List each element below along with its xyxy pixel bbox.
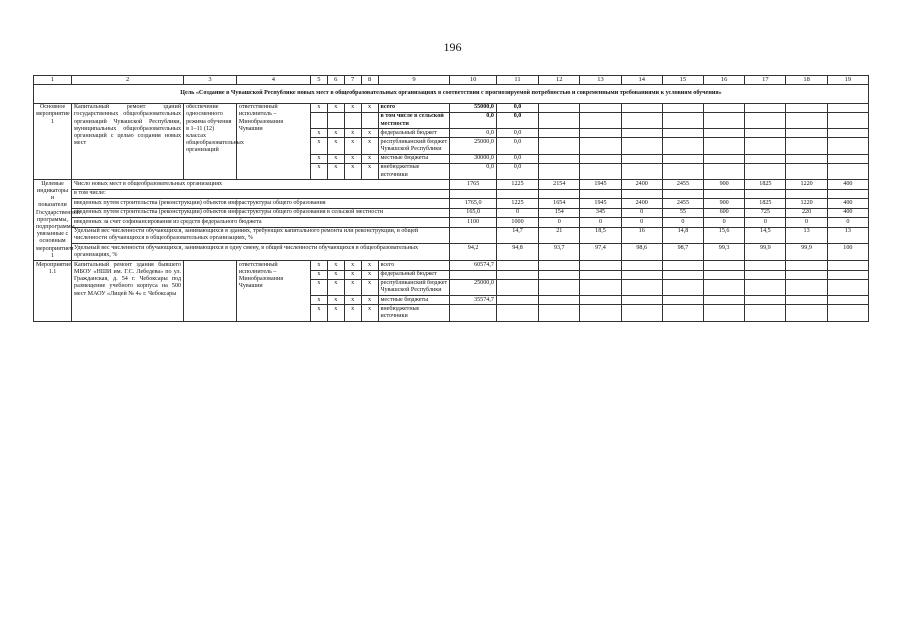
empty-cell bbox=[621, 129, 662, 138]
indicator-value: 0 bbox=[704, 218, 745, 227]
empty-cell bbox=[580, 270, 621, 279]
indicator-value: 97,4 bbox=[580, 244, 621, 261]
budget-code: x bbox=[327, 163, 344, 179]
empty-cell bbox=[745, 270, 786, 279]
value-cell: 60574,7 bbox=[450, 261, 497, 270]
indicator-value: 14,5 bbox=[745, 227, 786, 244]
measure1-name: Капитальный ремонт зданий государственных общеобразовательных организаций Чувашской Республики, муниципальных общеобразовательных организаций с целью создания новых мест bbox=[72, 103, 184, 180]
budget-code: x bbox=[327, 103, 344, 112]
empty-cell bbox=[704, 261, 745, 270]
indicator-value bbox=[786, 189, 827, 198]
empty-cell bbox=[539, 279, 580, 295]
indicator-value: 94,8 bbox=[496, 244, 538, 261]
empty-cell bbox=[539, 163, 580, 179]
funding-source: внебюджетные источники bbox=[378, 163, 450, 179]
column-number: 1 bbox=[34, 76, 72, 85]
indicator-text: введенных путем строительства (реконструкции) объектов инфраструктуры общего образования в сельской местности bbox=[72, 208, 450, 217]
budget-code: x bbox=[344, 270, 361, 279]
budget-code: x bbox=[310, 279, 327, 295]
empty-cell bbox=[539, 154, 580, 163]
indicator-value: 154 bbox=[539, 208, 580, 217]
measure1-row bbox=[34, 103, 869, 112]
budget-code: x bbox=[327, 261, 344, 270]
indicator-value: 1825 bbox=[745, 199, 786, 208]
goal-text: Цель «Создание в Чувашской Республике новых мест в общеобразовательных организациях в соответствии с прогнозируемой потребностью и современными требованиями к условиям обучения» bbox=[34, 84, 869, 103]
empty-cell bbox=[827, 296, 868, 305]
indicator-value: 2455 bbox=[662, 180, 703, 189]
budget-code: x bbox=[310, 154, 327, 163]
empty-cell bbox=[539, 103, 580, 112]
column-number: 17 bbox=[745, 76, 786, 85]
indicator-value: 0 bbox=[496, 208, 538, 217]
budget-code: x bbox=[361, 261, 378, 270]
indicator-value: 1765,0 bbox=[450, 199, 497, 208]
measure11-executor: ответственный исполнитель – Минобразования Чувашии bbox=[236, 261, 310, 321]
measure11-label: Мероприятие 1.1 bbox=[34, 261, 72, 321]
indicator-value: 55 bbox=[662, 208, 703, 217]
budget-code: x bbox=[327, 270, 344, 279]
indicator-value: 1825 bbox=[745, 180, 786, 189]
measure11-name: Капитальный ремонт здания бывшего МБОУ «НШИ им. Г.С. Лебедева» по ул. Гражданская, д. 54 г. Чебоксары под размещение учебного корпуса на 500 мест МАОУ «Лицей № 4» г. Чебоксары bbox=[72, 261, 184, 321]
indicator-value: 15,6 bbox=[704, 227, 745, 244]
empty-cell bbox=[621, 305, 662, 321]
indicator-value: 94,2 bbox=[450, 244, 497, 261]
indicator-value: 14,7 bbox=[496, 227, 538, 244]
empty-cell bbox=[662, 261, 703, 270]
budget-code: x bbox=[310, 103, 327, 112]
budget-code: x bbox=[344, 296, 361, 305]
empty-cell bbox=[539, 296, 580, 305]
indicator-value: 600 bbox=[704, 208, 745, 217]
funding-source: федеральный бюджет bbox=[378, 129, 450, 138]
indicator-value: 400 bbox=[827, 180, 868, 189]
indicator-value: 900 bbox=[704, 180, 745, 189]
column-number: 11 bbox=[496, 76, 538, 85]
column-number: 16 bbox=[704, 76, 745, 85]
empty-cell bbox=[827, 112, 868, 128]
indicator-value: 1220 bbox=[786, 180, 827, 189]
empty-cell bbox=[662, 129, 703, 138]
empty-cell bbox=[745, 296, 786, 305]
goal-row bbox=[34, 84, 869, 103]
budget-code bbox=[361, 112, 378, 128]
indicator-row bbox=[34, 244, 869, 261]
indicator-text: в том числе: bbox=[72, 189, 450, 198]
empty-cell bbox=[827, 279, 868, 295]
funding-source: республиканский бюджет Чувашской Республики bbox=[378, 138, 450, 154]
indicator-value: 1220 bbox=[786, 199, 827, 208]
indicator-value bbox=[450, 227, 497, 244]
indicator-value: 1765 bbox=[450, 180, 497, 189]
indicator-value: 220 bbox=[786, 208, 827, 217]
empty-cell bbox=[539, 138, 580, 154]
indicator-value bbox=[539, 189, 580, 198]
indicator-value: 99,9 bbox=[786, 244, 827, 261]
budget-code: x bbox=[327, 154, 344, 163]
indicator-value: 21 bbox=[539, 227, 580, 244]
indicator-value: 400 bbox=[827, 199, 868, 208]
indicator-value: 14,8 bbox=[662, 227, 703, 244]
empty-cell bbox=[662, 296, 703, 305]
empty-cell bbox=[745, 138, 786, 154]
budget-code: x bbox=[344, 279, 361, 295]
indicator-text: Число новых мест в общеобразовательных организациях bbox=[72, 180, 450, 189]
column-number: 19 bbox=[827, 76, 868, 85]
empty-cell bbox=[704, 129, 745, 138]
indicator-value: 2455 bbox=[662, 199, 703, 208]
value-cell: 0,0 bbox=[496, 163, 538, 179]
budget-code: x bbox=[344, 154, 361, 163]
funding-source: всего bbox=[378, 103, 450, 112]
indicator-value: 2400 bbox=[621, 199, 662, 208]
budget-code: x bbox=[344, 103, 361, 112]
budget-code: x bbox=[344, 261, 361, 270]
empty-cell bbox=[580, 296, 621, 305]
empty-cell bbox=[786, 279, 827, 295]
budget-code: x bbox=[327, 279, 344, 295]
column-number: 8 bbox=[361, 76, 378, 85]
budget-code: x bbox=[361, 305, 378, 321]
budget-code: x bbox=[344, 138, 361, 154]
empty-cell bbox=[745, 163, 786, 179]
column-number: 5 bbox=[310, 76, 327, 85]
value-cell: 0,0 bbox=[496, 112, 538, 128]
budget-code: x bbox=[361, 138, 378, 154]
empty-cell bbox=[786, 103, 827, 112]
budget-code: x bbox=[327, 296, 344, 305]
indicator-value: 1225 bbox=[496, 199, 538, 208]
empty-cell bbox=[184, 261, 237, 321]
value-cell: 0,0 bbox=[450, 112, 497, 128]
indicator-value: 18,5 bbox=[580, 227, 621, 244]
empty-cell bbox=[662, 270, 703, 279]
budget-code bbox=[344, 112, 361, 128]
budget-code: x bbox=[310, 261, 327, 270]
indicator-value: 345 bbox=[580, 208, 621, 217]
indicator-value: 0 bbox=[827, 218, 868, 227]
indicator-value: 16 bbox=[621, 227, 662, 244]
value-cell: 25000,0 bbox=[450, 138, 497, 154]
budget-code: x bbox=[310, 129, 327, 138]
empty-cell bbox=[827, 163, 868, 179]
empty-cell bbox=[704, 270, 745, 279]
budget-code: x bbox=[327, 138, 344, 154]
indicator-value: 0 bbox=[662, 218, 703, 227]
empty-cell bbox=[745, 154, 786, 163]
empty-cell bbox=[621, 103, 662, 112]
empty-cell bbox=[745, 261, 786, 270]
empty-cell bbox=[496, 261, 538, 270]
empty-cell bbox=[704, 154, 745, 163]
empty-cell bbox=[539, 112, 580, 128]
column-number: 10 bbox=[450, 76, 497, 85]
measure1-executor: ответственный исполнитель – Минобразования Чувашии bbox=[236, 103, 310, 180]
budget-code: x bbox=[361, 296, 378, 305]
budget-code bbox=[327, 112, 344, 128]
empty-cell bbox=[621, 163, 662, 179]
indicator-value: 0 bbox=[539, 218, 580, 227]
indicator-text: введенных за счет софинансирования из средств федерального бюджета bbox=[72, 218, 450, 227]
empty-cell bbox=[827, 138, 868, 154]
budget-code: x bbox=[361, 270, 378, 279]
indicator-value bbox=[580, 189, 621, 198]
empty-cell bbox=[786, 129, 827, 138]
empty-cell bbox=[827, 103, 868, 112]
empty-cell bbox=[786, 112, 827, 128]
empty-cell bbox=[662, 305, 703, 321]
empty-cell bbox=[704, 138, 745, 154]
indicator-value bbox=[496, 189, 538, 198]
empty-cell bbox=[539, 261, 580, 270]
indicator-value: 1000 bbox=[496, 218, 538, 227]
indicator-value: 0 bbox=[745, 218, 786, 227]
indicator-value: 0 bbox=[580, 218, 621, 227]
empty-cell bbox=[786, 270, 827, 279]
budget-table bbox=[33, 75, 869, 322]
measure1-label: Основное мероприятие 1 bbox=[34, 103, 72, 180]
indicator-value: 99,3 bbox=[704, 244, 745, 261]
column-number: 15 bbox=[662, 76, 703, 85]
value-cell: 0,0 bbox=[496, 129, 538, 138]
indicator-value: 99,9 bbox=[745, 244, 786, 261]
indicator-value: 725 bbox=[745, 208, 786, 217]
indicator-value: 93,7 bbox=[539, 244, 580, 261]
empty-cell bbox=[704, 112, 745, 128]
indicator-row bbox=[34, 227, 869, 244]
indicator-value: 13 bbox=[827, 227, 868, 244]
funding-source: всего bbox=[378, 261, 450, 270]
empty-cell bbox=[662, 163, 703, 179]
indicator-value bbox=[827, 189, 868, 198]
budget-code: x bbox=[310, 296, 327, 305]
indicator-row bbox=[34, 199, 869, 208]
empty-cell bbox=[539, 270, 580, 279]
empty-cell bbox=[704, 296, 745, 305]
empty-cell bbox=[704, 163, 745, 179]
column-number: 7 bbox=[344, 76, 361, 85]
indicator-row bbox=[34, 189, 869, 198]
empty-cell bbox=[580, 112, 621, 128]
column-number: 9 bbox=[378, 76, 450, 85]
indicator-row bbox=[34, 208, 869, 217]
column-number: 6 bbox=[327, 76, 344, 85]
column-number: 3 bbox=[184, 76, 237, 85]
empty-cell bbox=[621, 270, 662, 279]
column-number-row bbox=[34, 76, 869, 85]
empty-cell bbox=[496, 296, 538, 305]
value-cell: 0,0 bbox=[450, 129, 497, 138]
indicator-value bbox=[704, 189, 745, 198]
indicator-row bbox=[34, 180, 869, 189]
empty-cell bbox=[580, 305, 621, 321]
indicator-value: 13 bbox=[786, 227, 827, 244]
indicator-text: Удельный вес численности обучающихся, занимающихся в зданиях, требующих капитального ремонта или реконструкции, в общей численности обучающихся в общеобразовательных организациях, % bbox=[72, 227, 450, 244]
indicator-row bbox=[34, 218, 869, 227]
empty-cell bbox=[580, 138, 621, 154]
budget-code: x bbox=[361, 154, 378, 163]
empty-cell bbox=[827, 305, 868, 321]
budget-code: x bbox=[344, 163, 361, 179]
value-cell: 0,0 bbox=[496, 154, 538, 163]
empty-cell bbox=[580, 154, 621, 163]
empty-cell bbox=[745, 129, 786, 138]
column-number: 2 bbox=[72, 76, 184, 85]
empty-cell bbox=[662, 112, 703, 128]
empty-cell bbox=[539, 129, 580, 138]
empty-cell bbox=[580, 129, 621, 138]
empty-cell bbox=[580, 103, 621, 112]
value-cell: 55000,0 bbox=[450, 103, 497, 112]
budget-code: x bbox=[361, 279, 378, 295]
empty-cell bbox=[539, 305, 580, 321]
empty-cell bbox=[621, 296, 662, 305]
indicator-value: 98,6 bbox=[621, 244, 662, 261]
value-cell: 0,0 bbox=[450, 163, 497, 179]
budget-code bbox=[310, 112, 327, 128]
empty-cell bbox=[580, 261, 621, 270]
value-cell: 30000,0 bbox=[450, 154, 497, 163]
value-cell: 0,0 bbox=[496, 103, 538, 112]
budget-code: x bbox=[361, 129, 378, 138]
indicator-value bbox=[745, 189, 786, 198]
indicator-value: 2154 bbox=[539, 180, 580, 189]
empty-cell bbox=[704, 103, 745, 112]
indicator-value: 0 bbox=[786, 218, 827, 227]
column-number: 14 bbox=[621, 76, 662, 85]
value-cell: 35574,7 bbox=[450, 296, 497, 305]
empty-cell bbox=[704, 305, 745, 321]
empty-cell bbox=[496, 305, 538, 321]
budget-code: x bbox=[344, 305, 361, 321]
empty-cell bbox=[662, 154, 703, 163]
empty-cell bbox=[621, 279, 662, 295]
funding-source: внебюджетные источники bbox=[378, 305, 450, 321]
indicators-label: Целевые индикаторы и показатели Государственной программы, подпрограммы, увязанные с основным мероприятием 1 bbox=[34, 180, 72, 261]
value-cell: 0,0 bbox=[496, 138, 538, 154]
budget-code: x bbox=[327, 305, 344, 321]
column-number: 13 bbox=[580, 76, 621, 85]
budget-code: x bbox=[361, 103, 378, 112]
empty-cell bbox=[745, 305, 786, 321]
indicator-value: 1945 bbox=[580, 199, 621, 208]
empty-cell bbox=[662, 279, 703, 295]
indicator-value: 100 bbox=[827, 244, 868, 261]
indicator-value bbox=[450, 189, 497, 198]
empty-cell bbox=[827, 154, 868, 163]
empty-cell bbox=[827, 129, 868, 138]
empty-cell bbox=[580, 163, 621, 179]
empty-cell bbox=[745, 279, 786, 295]
empty-cell bbox=[745, 112, 786, 128]
indicator-value: 900 bbox=[704, 199, 745, 208]
column-number: 4 bbox=[236, 76, 310, 85]
indicator-text: введенных путем строительства (реконструкции) объектов инфраструктуры общего образования bbox=[72, 199, 450, 208]
empty-cell bbox=[621, 261, 662, 270]
empty-cell bbox=[621, 112, 662, 128]
measure11-row bbox=[34, 261, 869, 270]
budget-code: x bbox=[310, 270, 327, 279]
empty-cell bbox=[496, 270, 538, 279]
indicator-value: 2400 bbox=[621, 180, 662, 189]
empty-cell bbox=[786, 296, 827, 305]
empty-cell bbox=[745, 103, 786, 112]
budget-code: x bbox=[310, 163, 327, 179]
indicator-value: 400 bbox=[827, 208, 868, 217]
indicator-value: 1225 bbox=[496, 180, 538, 189]
page-number: 196 bbox=[443, 40, 462, 54]
funding-source: федеральный бюджет bbox=[378, 270, 450, 279]
indicator-value: 0 bbox=[621, 218, 662, 227]
empty-cell bbox=[496, 279, 538, 295]
value-cell: 25000,0 bbox=[450, 279, 497, 295]
empty-cell bbox=[662, 103, 703, 112]
budget-code: x bbox=[310, 305, 327, 321]
empty-cell bbox=[827, 261, 868, 270]
indicator-value: 1945 bbox=[580, 180, 621, 189]
indicator-value bbox=[662, 189, 703, 198]
value-cell bbox=[450, 305, 497, 321]
empty-cell bbox=[704, 279, 745, 295]
indicator-value: 98,7 bbox=[662, 244, 703, 261]
indicator-value bbox=[621, 189, 662, 198]
empty-cell bbox=[827, 270, 868, 279]
empty-cell bbox=[786, 154, 827, 163]
budget-code: x bbox=[344, 129, 361, 138]
indicator-value: 0 bbox=[621, 208, 662, 217]
budget-code: x bbox=[327, 129, 344, 138]
value-cell bbox=[450, 270, 497, 279]
measure1-purpose: обеспечение односменного режима обучения в 1–11 (12) классах общеобразовательных организаций bbox=[184, 103, 237, 180]
empty-cell bbox=[786, 163, 827, 179]
empty-cell bbox=[580, 279, 621, 295]
column-number: 18 bbox=[786, 76, 827, 85]
column-number: 12 bbox=[539, 76, 580, 85]
empty-cell bbox=[786, 138, 827, 154]
budget-code: x bbox=[310, 138, 327, 154]
indicator-value: 1654 bbox=[539, 199, 580, 208]
empty-cell bbox=[621, 138, 662, 154]
funding-source: местные бюджеты bbox=[378, 154, 450, 163]
indicator-text: Удельный вес численности обучающихся, занимающихся в одну смену, в общей численности обучающихся в общеобразовательных организациях, % bbox=[72, 244, 450, 261]
budget-code: x bbox=[361, 163, 378, 179]
funding-source: в том числе в сельской местности bbox=[378, 112, 450, 128]
empty-cell bbox=[786, 305, 827, 321]
indicator-value: 165,0 bbox=[450, 208, 497, 217]
empty-cell bbox=[786, 261, 827, 270]
funding-source: местные бюджеты bbox=[378, 296, 450, 305]
indicator-value: 1100 bbox=[450, 218, 497, 227]
empty-cell bbox=[621, 154, 662, 163]
empty-cell bbox=[662, 138, 703, 154]
funding-source: республиканский бюджет Чувашской Республики bbox=[378, 279, 450, 295]
